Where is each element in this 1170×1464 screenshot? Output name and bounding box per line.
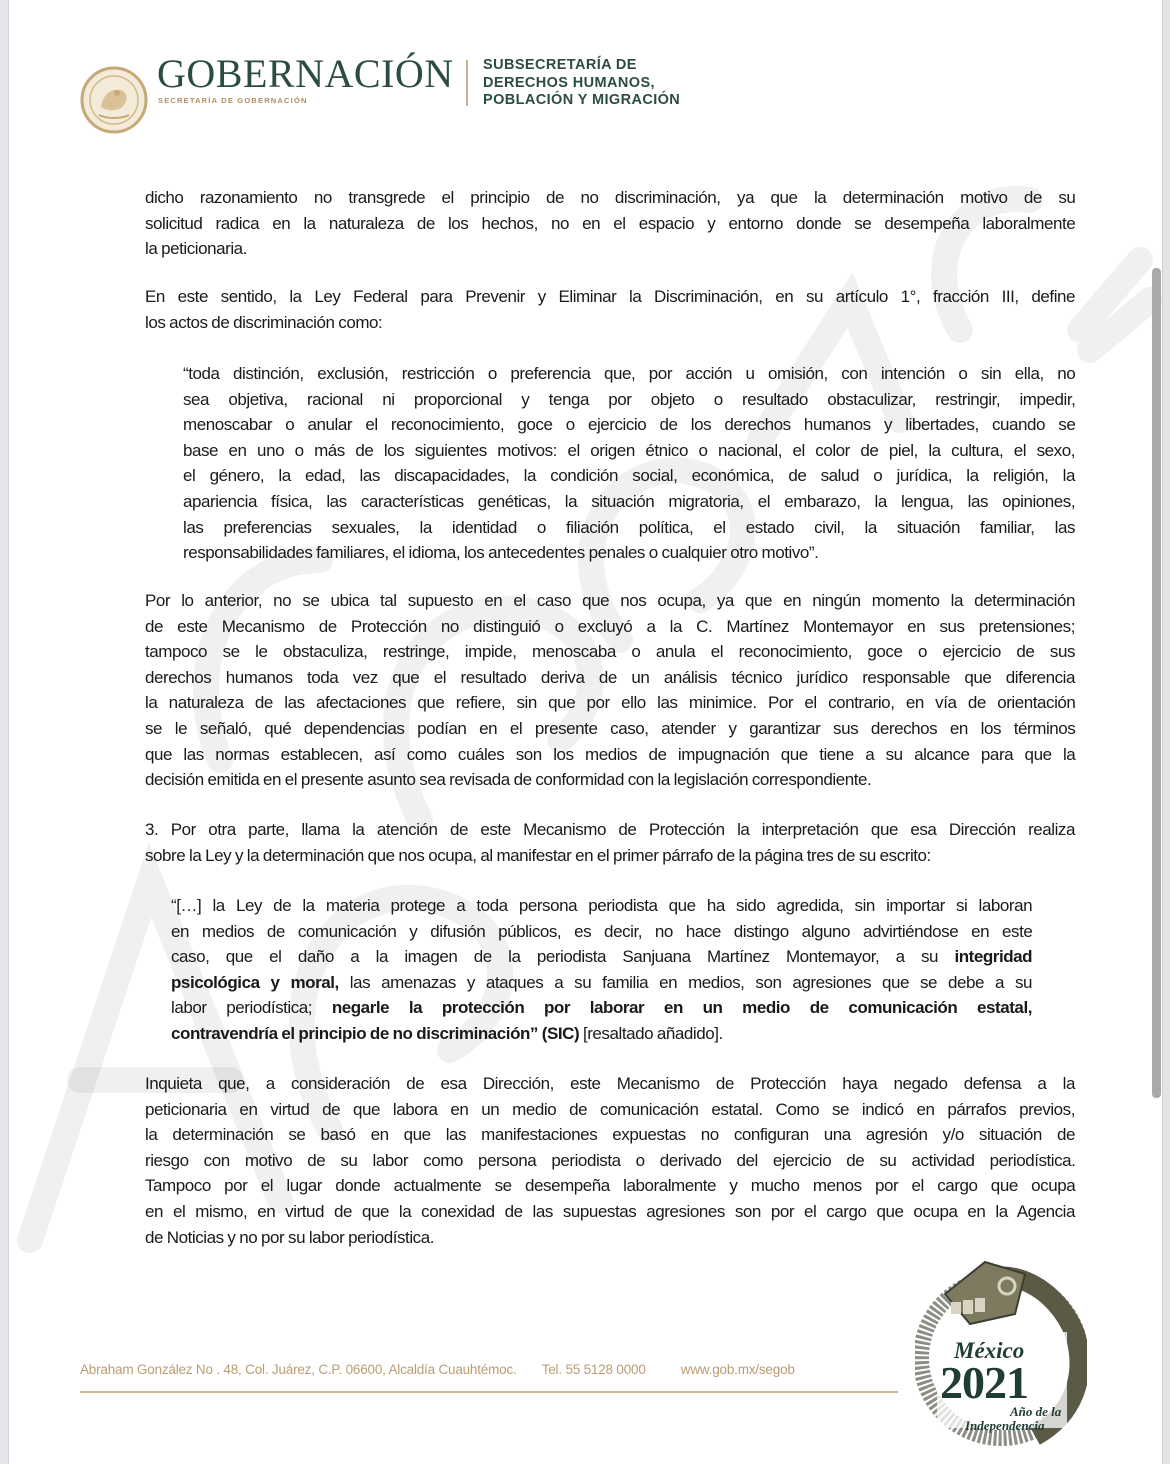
text-line: dicho razonamiento no transgrede el principio de no discriminación, ya que la determinación motivo de su [145,188,1076,207]
subsecretaria-line: POBLACIÓN Y MIGRACIÓN [483,92,681,108]
text-line: la determinación se basó en que las manifestaciones expuestas no configuran una agresión y/o situación de [145,1125,1075,1145]
text-line: Por lo anterior, no se ubica tal supuesto en el caso que nos ocupa, ya que en ningún momento la determinación [145,591,1075,610]
quote-definition [183,361,1075,566]
coat-of-arms-emblem [79,63,149,137]
header-divider [466,60,468,106]
left-edge-strip [0,0,9,1464]
text-run: labor periodística; [171,998,332,1018]
text-line: los actos de discriminación como: [145,312,383,332]
footer-divider [80,1391,898,1393]
text-line: 3. Por otra parte, llama la atención de este Mecanismo de Protección la interpretación que esa Dirección realiza [145,820,1075,839]
text-line: decisión emitida en el presente asunto sea revisada de conformidad con la legislación correspondiente. [145,770,872,790]
text-line: la peticionaria. [145,239,247,259]
text-line: de Noticias y no por su labor periodística. [145,1227,434,1247]
subsecretaria-line: SUBSECRETARÍA DE [483,57,637,73]
text-line: el género, la edad, las discapacidades, la condición social, económica, de salud o jurídica, la religión, la [183,466,1075,486]
badge-caption-1: Año de la [1010,1404,1062,1419]
text-run: [resaltado añadido]. [579,1023,723,1043]
text-line: sobre la Ley y la determinación que nos ocupa, al manifestar en el primer párrafo de la página tres de su escrito: [145,845,931,865]
text-line: las preferencias sexuales, la identidad o filiación política, el estado civil, la situación familiar, las [183,517,1075,537]
bold-run: negarle la protección por laborar en un medio de comunicación estatal, [331,998,1032,1018]
text-run: caso, que el daño a la imagen de la periodista Sanjuana Martínez Montemayor, a su [171,947,955,967]
text-line: Inquieta que, a consideración de esa Dirección, este Mecanismo de Protección haya negado defensa a la [145,1074,1075,1093]
bold-run: contravendría el principio de no discriminación” (SIC) [171,1023,580,1043]
text-line: en medios de comunicación y difusión públicos, es decir, no hace distingo alguno advirtiéndose en este [171,921,1033,941]
paragraph-ley-federal [145,284,1075,335]
text-line [171,995,1032,1021]
text-line: que las normas establecen, así como cuáles son los medios de impugnación que tiene a su alcance para que la [145,744,1076,764]
text-line: Tampoco por el lugar donde actualmente se desempeña laboralmente y mucho menos por el cargo que ocupa [145,1176,1076,1196]
subsecretaria-line: DERECHOS HUMANOS, [483,74,655,91]
subsecretaria-title [483,57,680,110]
text-line: “toda distinción, exclusión, restricción o preferencia que, por acción u omisión, con intención o sin ella, no [183,364,1076,383]
text-line: riesgo con motivo de su labor como persona periodista o derivado del ejercicio de su actividad periodística. [145,1150,1076,1170]
footer-website[interactable]: www.gob.mx/segob [680,1362,795,1377]
text-line: tampoco se le obstaculiza, restringe, impide, menoscaba o anula el reconocimiento, goce o ejercicio de sus [145,642,1075,662]
text-line: se le señaló, qué dependencias podían en el presente caso, atender y garantizar sus derechos en los términos [145,718,1076,738]
footer-phone: Tel. 55 5128 0000 [541,1362,646,1377]
text-line: responsabilidades familiares, el idioma, los antecedentes penales o cualquier otro motivo”. [183,543,819,563]
badge-country: México [954,1338,1025,1363]
text-line: En este sentido, la Ley Federal para Prevenir y Eliminar la Discriminación, en su artículo 1°, fracción III, define [145,287,1076,306]
text-line: peticionaria en virtud de que labora en un medio de comunicación estatal. Como se indicó en párrafos previos, [145,1099,1075,1119]
badge-year: 2021 [940,1357,1028,1408]
text-run: las amenazas y ataques a su familia en medios, son agresiones que se debe a su [338,972,1032,992]
scrollbar-track[interactable] [1162,0,1170,1464]
paragraph-intro [145,185,1075,262]
text-line [171,1021,1032,1047]
text-line: menoscabar o anular el reconocimiento, goce o ejercicio de los derechos humanos y libertades, cuando se [183,415,1076,435]
scrollbar-thumb[interactable] [1152,268,1161,1098]
paragraph-inquieta [145,1071,1075,1250]
text-line: solicitud radica en la naturaleza de los hechos, no en el espacio y entorno donde se desempeña laboralmente [145,213,1076,233]
text-line [171,944,1032,970]
text-line: apariencia física, las características genéticas, la situación migratoria, el embarazo, la lengua, las opiniones, [183,491,1076,511]
text-line: base en uno o más de los siguientes motivos: el origen étnico o nacional, el color de piel, la cultura, el sexo, [183,440,1075,460]
text-line: “[…] la Ley de la materia protege a toda persona periodista que ha sido agredida, sin importar si laboran [171,896,1033,915]
text-line: la naturaleza de las afectaciones que refiere, sin que por ello las minimice. Por el contrario, en vía de orientación [145,693,1076,713]
text-line: de este Mecanismo de Protección no distinguió o excluyó a la C. Martínez Montemayor en sus pretensiones; [145,616,1075,636]
footer-contact [80,1362,795,1377]
paragraph-point-3 [145,817,1075,868]
badge-caption-2: Independencia [965,1418,1045,1433]
text-line [171,970,1032,996]
brand-title: GOBERNACIÓN [157,51,454,96]
brand-subtitle: SECRETARÍA DE GOBERNACIÓN [158,96,308,105]
quote-direccion [171,893,1032,1047]
bold-run: psicológica y moral, [171,972,339,992]
paragraph-por-lo-anterior [145,588,1075,793]
bold-run: integridad [954,947,1033,967]
text-line: sea objetiva, racional ni proporcional y tenga por objeto o resultado obstaculizar, restringir, impedir, [183,389,1076,409]
text-line: en el mismo, en virtud de que la conexidad de las supuestas agresiones son por el cargo que ocupa en la Agencia [145,1201,1075,1221]
footer-address: Abraham González No . 48, Col. Juárez, C.P. 06600, Alcaldía Cuauhtémoc. [80,1362,517,1377]
text-line: derechos humanos toda vez que el resultado deriva de un análisis técnico jurídico responsable que diferencia [145,667,1075,687]
